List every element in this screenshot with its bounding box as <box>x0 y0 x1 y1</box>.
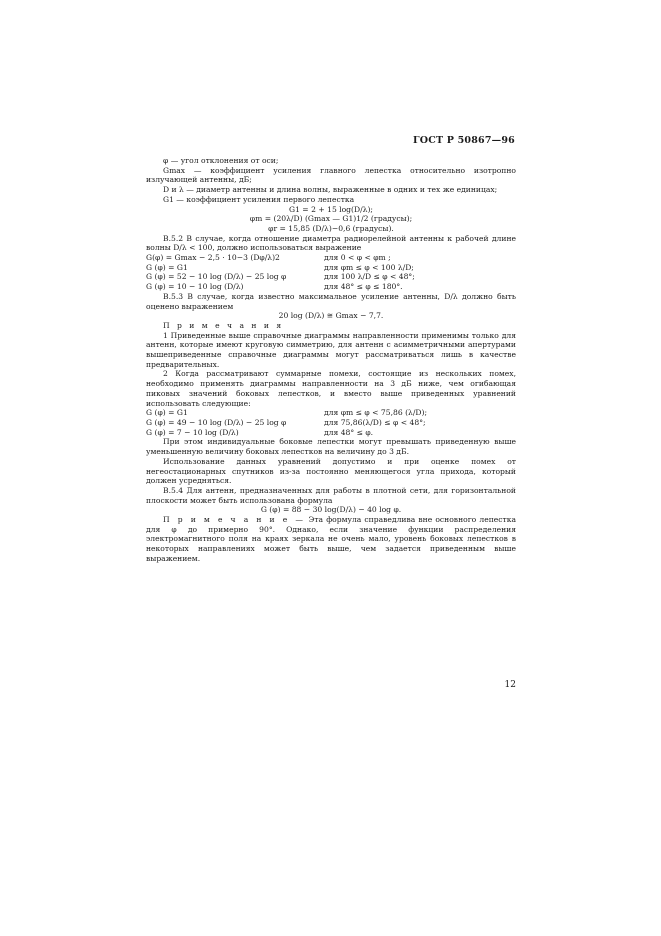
formula-condition: для φm ≤ φ < 100 λ/D; <box>324 262 414 272</box>
document-body <box>146 156 516 564</box>
notes-title: П р и м е ч а н и я <box>163 320 284 330</box>
formula-condition: для 0 < φ < φm ; <box>324 253 391 263</box>
final-note-label: П р и м е ч а н и е — <box>163 515 306 525</box>
definition-gmax: Gmax — коэффициент усиления главного лепестка относительно изотропно излучающей антенны, дБ; <box>146 165 516 185</box>
definition-g1: G1 — коэффициент усиления первого лепестка <box>163 194 355 204</box>
formula-condition: для 48° ≤ φ. <box>324 427 374 437</box>
formula-expression: G (φ) = 7 − 10 log (D/λ) <box>146 427 239 437</box>
formula-phi-m: φm = (20λ/D) (Gmax — G1)1/2 (градусы); <box>249 214 413 224</box>
formula-row <box>146 263 516 273</box>
formula-condition: для 100 λ/D ≤ φ < 48°; <box>324 272 415 282</box>
note-2: 2 Когда рассматривают суммарные помехи, состоящие из нескольких помех, необходимо применять диаграммы направленности на 3 дБ ниже, чем огибающая пиковых значений боковых лепестков, и вместо выше приведенных уравнений использовать следующие: <box>146 369 516 408</box>
document-id-header: ГОСТ Р 50867—96 <box>413 135 515 146</box>
final-note <box>146 515 516 564</box>
formula-row <box>146 408 516 418</box>
page-number: 12 <box>504 680 516 690</box>
formula-d-lambda-estimate: 20 log (D/λ) ≅ Gmax − 7,7. <box>278 311 384 321</box>
definition-phi: φ — угол отклонения от оси; <box>163 156 279 165</box>
formula-expression: G (φ) = G1 <box>146 408 188 418</box>
note-1: 1 Приведенные выше справочные диаграммы направленности применимы только для антенн, которые имеют круговую симметрию, для антенн с асимметричными апертурами вышеприведенные справочные диаграммы могут рассматриваться лишь в качестве предварительных. <box>146 330 516 369</box>
formula-phi-r: φr = 15,85 (D/λ)−0,6 (градусы). <box>268 223 394 233</box>
formula-row <box>146 282 516 292</box>
section-b53-text: В.5.3 В случае, когда известно максимальное усиление антенны, D/λ должно быть оценено выражением <box>146 291 516 311</box>
note-paragraph-sidelobes: При этом индивидуальные боковые лепестки могут превышать приведенную выше уменьшенную величину боковых лепестков на величину до 3 дБ. <box>146 437 516 457</box>
section-b54-text: В.5.4 Для антенн, предназначенных для работы в плотной сети, для горизонтальной плоскости может быть использована формула <box>146 485 516 505</box>
formula-expression: G (φ) = 10 − 10 log (D/λ) <box>146 282 244 292</box>
definition-d-lambda: D и λ — диаметр антенны и длина волны, выраженные в одних и тех же единицах; <box>163 185 498 195</box>
formula-condition: для φm ≤ φ < 75,86 (λ/D); <box>324 408 428 418</box>
formula-row <box>146 428 516 438</box>
formula-row <box>146 272 516 282</box>
formula-condition: для 48° ≤ φ ≤ 180°. <box>324 282 403 292</box>
formula-g1: G1 = 2 + 15 log(D/λ); <box>289 204 373 214</box>
formula-expression: G (φ) = 49 − 10 log (D/λ) − 25 log φ <box>146 417 287 427</box>
note2-formula-list <box>146 408 516 437</box>
formula-dense-network: G (φ) = 88 − 30 log(D/λ) − 40 log φ. <box>260 505 402 515</box>
formula-condition: для 75,86(λ/D) ≤ φ < 48°; <box>324 417 426 427</box>
note-paragraph-nongeo: Использование данных уравнений допустимо и при оценке помех от негеостационарных спутников из-за постоянно меняющегося угла прихода, который должен усредняться. <box>146 456 516 486</box>
b52-formula-list <box>146 253 516 292</box>
formula-expression: G(φ) = Gmax − 2,5 · 10−3 (Dφ/λ)2 <box>146 253 280 263</box>
final-note-text: Эта формула справедлива вне основного лепестка для φ до примерно 90°. Однако, если значение функции распределения электромагнитного поля на краях зеркала не очень мало, уровень боковых лепестков в некоторых направлениях может быть выше, чем задается приведенным выше выражением. <box>146 515 516 563</box>
section-b52-text: В.5.2 В случае, когда отношение диаметра радиорелейной антенны к рабочей длине волны D/λ < 100, должно использоваться выражение <box>146 233 516 253</box>
formula-expression: G (φ) = G1 <box>146 262 188 272</box>
formula-row <box>146 253 516 263</box>
formula-expression: G (φ) = 52 − 10 log (D/λ) − 25 log φ <box>146 272 287 282</box>
formula-row <box>146 418 516 428</box>
